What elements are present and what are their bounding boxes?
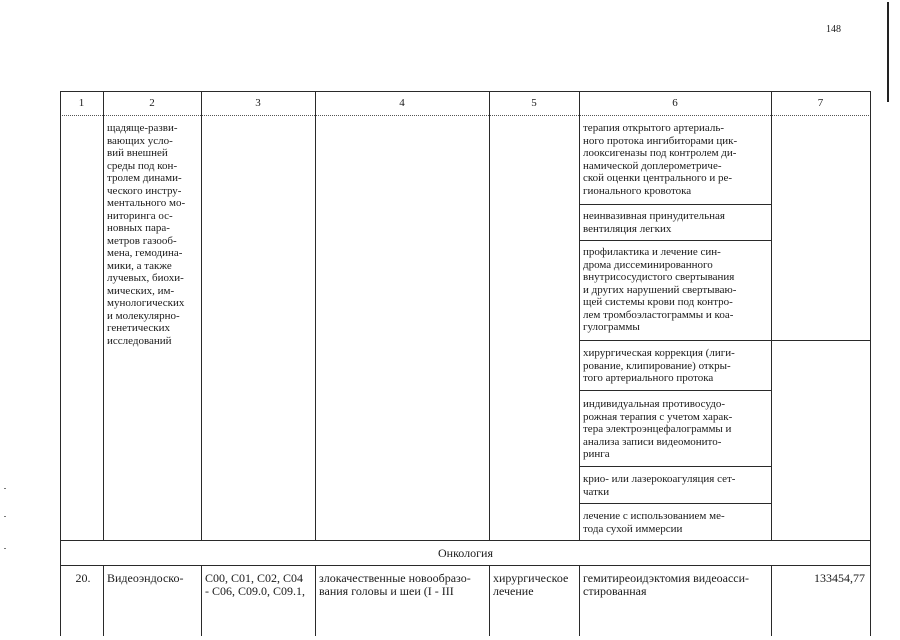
row20-diagnosis: злокачественные новообразо- вания головы и шеи (I - III bbox=[319, 571, 471, 598]
col-border bbox=[201, 565, 202, 636]
row20-method: Видеоэндоско- bbox=[107, 571, 184, 585]
col6-separator bbox=[579, 503, 771, 504]
section-title: Онкология bbox=[437, 546, 493, 560]
col-border bbox=[579, 565, 580, 636]
page-number: 148 bbox=[826, 24, 841, 35]
col-border bbox=[579, 91, 580, 540]
col2-text: щадяще-разви- вающих усло- вий внешней среды под кон- тролем динами- ческого инстру- ментального мо- ниторинга ос- новных пара- метров газооб- мена, гемодина- мики, а также лучевых, биохи- мических, им- мунологических и молекулярно- генетических исследований bbox=[107, 122, 186, 347]
page-edge-line bbox=[887, 2, 889, 102]
col6-separator bbox=[579, 340, 871, 341]
col6-separator bbox=[579, 466, 771, 467]
header-bottom-border bbox=[60, 115, 871, 116]
col-header: 7 bbox=[817, 97, 824, 109]
row20-number: 20. bbox=[75, 571, 91, 585]
col6-item: крио- или лазерокоагуляция сет- чатки bbox=[583, 473, 736, 498]
row20-codes: C00, C01, C02, C04 - C06, C09.0, C09.1, bbox=[205, 571, 306, 598]
col-border bbox=[315, 565, 316, 636]
col-header: 3 bbox=[255, 97, 261, 109]
col6-item: профилактика и лечение син- дрома диссеминированного внутрисосудистого свертывания и других нарушений свертываю- щей системы крови под контро- лем тромбоэластограммы и коа- гулограммы bbox=[583, 246, 737, 333]
section-bottom-border bbox=[60, 565, 871, 566]
row20-treatment-type: хирургическое лечение bbox=[493, 571, 569, 598]
scan-specks bbox=[4, 488, 8, 568]
row20-procedure: гемитиреоидэктомия видеоасси- стированная bbox=[583, 571, 750, 598]
col6-item: неинвазивная принудительная вентиляция легких bbox=[583, 210, 725, 235]
col6-separator bbox=[579, 240, 771, 241]
col6-item: терапия открытого артериаль- ного протока ингибиторами цик- лооксигеназы под контролем ди- намической доплерометриче- ской оценки центрального и ре- гионального кровотока bbox=[583, 122, 738, 197]
col-border bbox=[103, 91, 104, 540]
col-border bbox=[315, 91, 316, 540]
col6-item: хирургическая коррекция (лиги- рование, клипирование) откры- того артериального протока bbox=[583, 347, 735, 384]
col-header: 4 bbox=[399, 97, 405, 109]
col6-separator bbox=[579, 390, 771, 391]
table-top-border bbox=[60, 91, 871, 92]
col-header: 6 bbox=[672, 97, 678, 109]
col-border bbox=[103, 565, 104, 636]
col-header: 5 bbox=[531, 97, 537, 109]
col6-item: лечение с использованием ме- тода сухой иммерсии bbox=[583, 510, 725, 535]
col-border bbox=[489, 91, 490, 540]
col6-item: индивидуальная противосудо- рожная терапия с учетом харак- тера электроэнцефалограммы и анализа записи видеомонито- ринга bbox=[583, 398, 733, 460]
row20-cost: 133454,77 bbox=[814, 571, 865, 585]
col-border bbox=[771, 91, 772, 540]
col-border bbox=[489, 565, 490, 636]
col-border bbox=[771, 565, 772, 636]
col6-separator bbox=[579, 204, 771, 205]
section-top-border bbox=[60, 540, 871, 541]
col-border bbox=[201, 91, 202, 540]
col-header: 1 bbox=[78, 97, 85, 109]
col-header: 2 bbox=[149, 97, 155, 109]
